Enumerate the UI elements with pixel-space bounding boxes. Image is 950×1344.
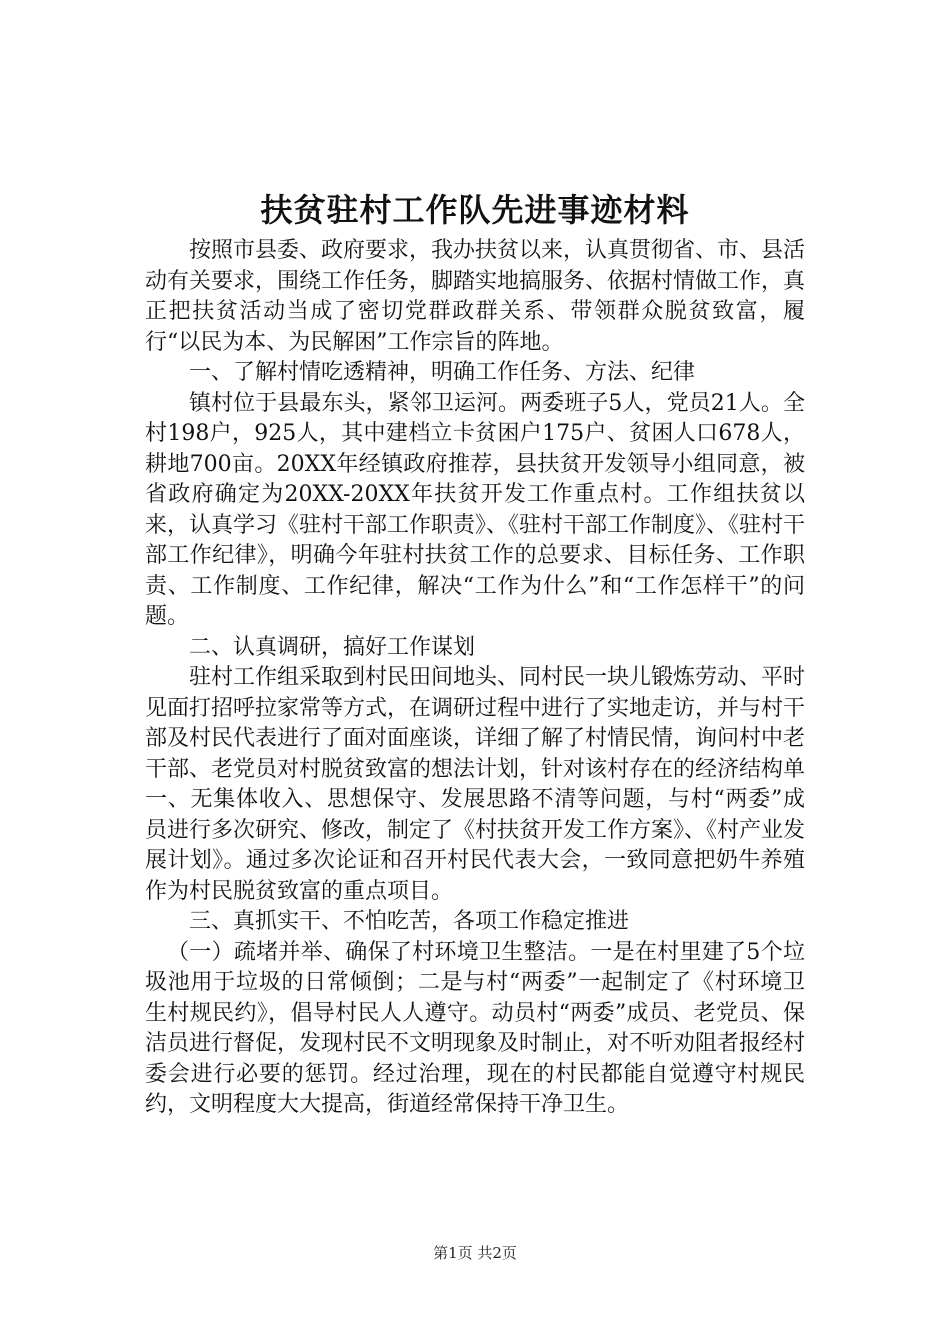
section-3-heading: 三、真抓实干、不怕吃苦，各项工作稳定推进: [189, 909, 630, 934]
section-1-paragraph: 镇村位于县最东头，紧邻卫运河。两委班子5人，党员21人。全村198户，925人，其中建档立卡贫困户175户、贫困人口678人，耕地700亩。20XX年经镇政府推荐，县扶贫开发领导小组同意，被省政府确定为20XX-20XX年扶贫开发工作重点村。工作组扶贫以来，认真学习《驻村干部工作职责》、《驻村干部工作制度》、《驻村干部工作纪律》，明确今年驻村扶贫工作的总要求、目标任务、工作职责、工作制度、工作纪律，解决“工作为什么”和“工作怎样干”的问题。: [145, 390, 806, 629]
intro-paragraph: 按照市县委、政府要求，我办扶贫以来，认真贯彻省、市、县活动有关要求，围绕工作任务，脚踏实地搞服务、依据村情做工作，真正把扶贫活动当成了密切党群政群关系、带领群众脱贫致富，履行“以民为本、为民解困”工作宗旨的阵地。: [145, 238, 806, 355]
section-2-paragraph: 驻村工作组采取到村民田间地头、同村民一块儿锻炼劳动、平时见面打招呼拉家常等方式，在调研过程中进行了实地走访，并与村干部及村民代表进行了面对面座谈，详细了解了村情民情，询问村中老干部、老党员对村脱贫致富的想法计划，针对该村存在的经济结构单一、无集体收入、思想保守、发展思路不清等问题，与村“两委”成员进行多次研究、修改，制定了《村扶贫开发工作方案》、《村产业发展计划》。通过多次论证和召开村民代表大会，一致同意把奶牛养殖作为村民脱贫致富的重点项目。: [145, 665, 806, 904]
section-3-paragraph: （一）疏堵并举、确保了村环境卫生整洁。一是在村里建了5个垃圾池用于垃圾的日常倾倒；二是与村“两委”一起制定了《村环境卫生村规民约》，倡导村民人人遵守。动员村“两委”成员、老党员、保洁员进行督促，发现村民不文明现象及时制止，对不听劝阻者报经村委会进行必要的惩罚。经过治理，现在的村民都能自觉遵守村规民约，文明程度大大提高，街道经常保持干净卫生。: [145, 939, 806, 1117]
section-2-heading: 二、认真调研，搞好工作谋划: [189, 634, 476, 660]
section-1-heading: 一、了解村情吃透精神，明确工作任务、方法、纪律: [189, 360, 696, 385]
document-title: 扶贫驻村工作队先进事迹材料: [260, 191, 690, 229]
document-body: [145, 236, 805, 1121]
page-footer: 第1页 共2页: [433, 1244, 517, 1262]
